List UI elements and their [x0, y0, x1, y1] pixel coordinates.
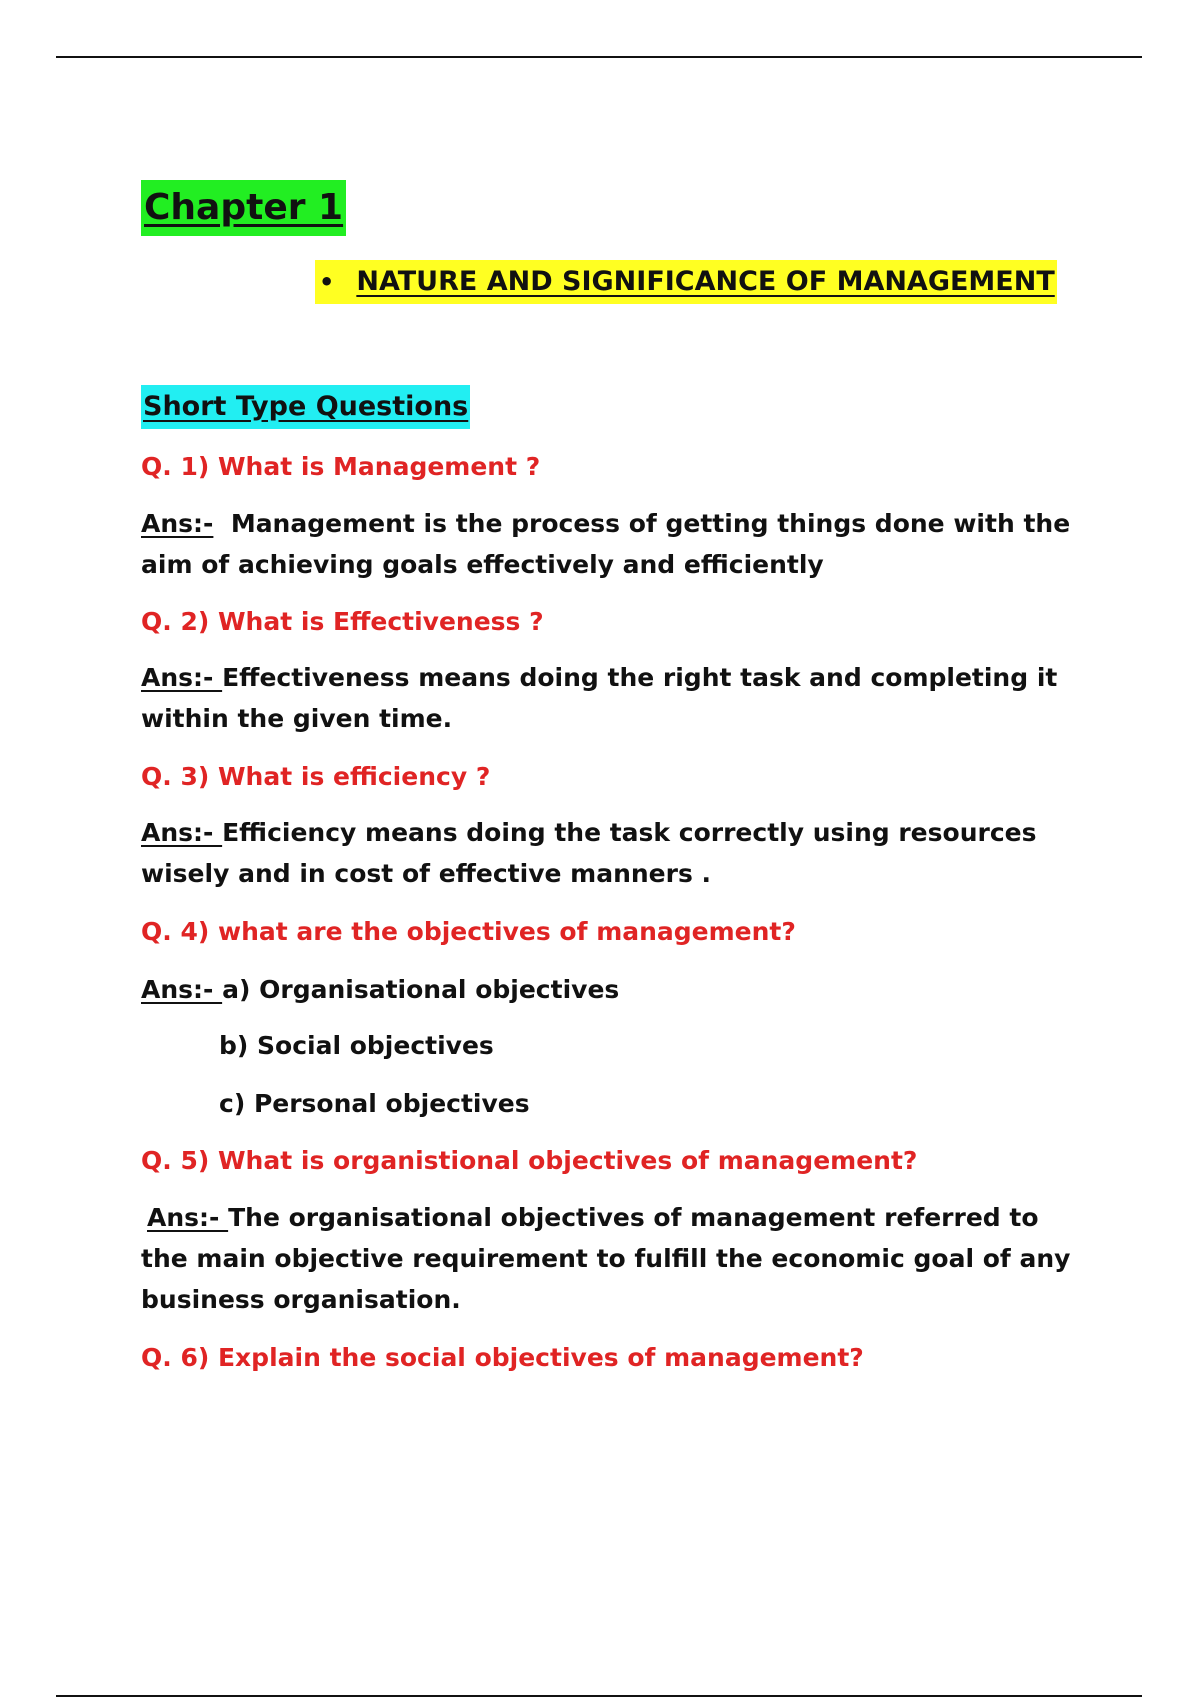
question-1: Q. 1) What is Management ? — [141, 452, 541, 481]
answer-3 — [141, 812, 1071, 894]
answer-5 — [141, 1197, 1071, 1320]
answer-text: a) Organisational objectives — [222, 975, 620, 1004]
topic-title: NATURE AND SIGNIFICANCE OF MANAGEMENT — [356, 266, 1055, 297]
answer-text: The organisational objectives of management referred to the main objective requirement to fulfill the economic goal of any business organisation. — [141, 1203, 1071, 1314]
answer-text: Efficiency means doing the task correctly using resources wisely and in cost of effective manners . — [141, 818, 1037, 888]
chapter-heading: Chapter 1 — [141, 180, 346, 236]
answer-label: Ans:- — [141, 818, 223, 847]
topic-heading — [315, 260, 1057, 304]
answer-4 — [141, 969, 1071, 1010]
section-heading: Short Type Questions — [141, 385, 470, 429]
answer-2 — [141, 657, 1071, 739]
answer-1 — [141, 503, 1079, 585]
question-6: Q. 6) Explain the social objectives of management? — [141, 1343, 864, 1372]
bullet-icon: • — [319, 268, 335, 296]
question-3: Q. 3) What is efficiency ? — [141, 762, 491, 791]
answer-4-item-c: c) Personal objectives — [219, 1089, 530, 1118]
answer-label: Ans:- — [141, 509, 214, 538]
top-rule — [56, 56, 1142, 58]
answer-text: Management is the process of getting things done with the aim of achieving goals effectively and efficiently — [141, 509, 1079, 579]
answer-4-item-b: b) Social objectives — [219, 1031, 494, 1060]
bottom-rule — [56, 1695, 1142, 1697]
question-2: Q. 2) What is Effectiveness ? — [141, 607, 544, 636]
question-4: Q. 4) what are the objectives of management? — [141, 917, 796, 946]
answer-label: Ans:- — [147, 1203, 229, 1232]
answer-label: Ans:- — [141, 975, 223, 1004]
answer-text: Effectiveness means doing the right task and completing it within the given time. — [141, 663, 1058, 733]
answer-label: Ans:- — [141, 663, 223, 692]
question-5: Q. 5) What is organistional objectives of management? — [141, 1146, 918, 1175]
